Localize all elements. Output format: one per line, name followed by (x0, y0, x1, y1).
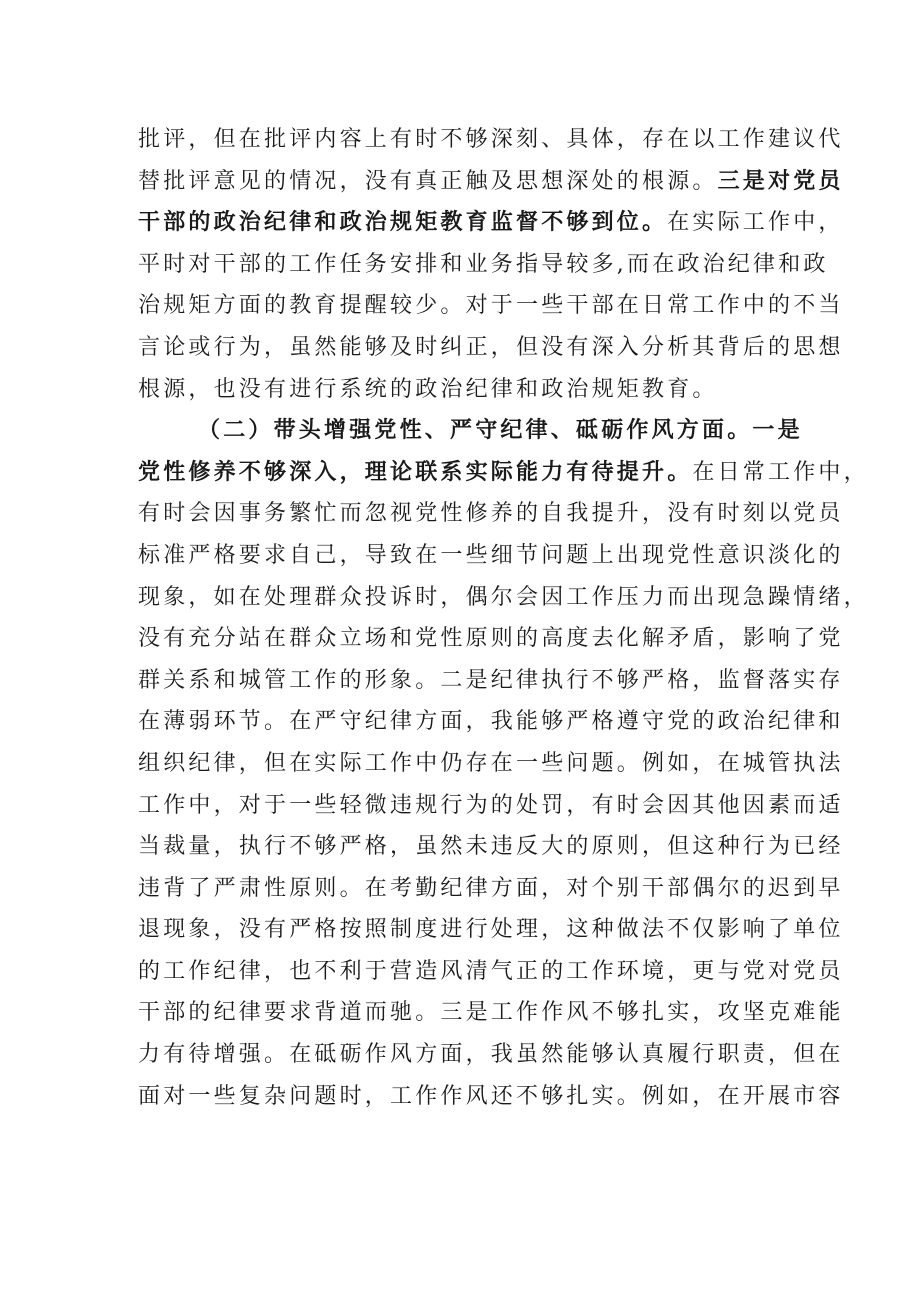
section-heading-line (138, 410, 803, 452)
emphasis-run: 党性修养不够深入，理论联系实际能力有待提升。 (138, 458, 693, 485)
text-run: 治规矩方面的教育提醒较少。对于一些干部在日常工作中的不当 (138, 293, 844, 319)
text-line (138, 577, 869, 619)
text-line (138, 618, 844, 660)
text-line (138, 327, 844, 369)
text-run: 退现象，没有严格按照制度进行处理，这种做法不仅影响了单位 (138, 917, 844, 943)
text-run: 没有充分站在群众立场和党性原则的高度去化解矛盾，影响了党 (138, 626, 844, 652)
text-line (138, 826, 844, 868)
text-line (138, 909, 844, 951)
text-line (138, 285, 844, 327)
text-line (138, 369, 798, 411)
text-line (138, 244, 829, 286)
text-run: 言论或行为，虽然能够及时纠正，但没有深入分析其背后的思想 (138, 334, 844, 360)
text-line (138, 535, 844, 577)
text-line (138, 868, 844, 910)
text-run: 力有待增强。在砥砺作风方面，我虽然能够认真履行职责，但在 (138, 1042, 844, 1068)
text-line (138, 202, 844, 244)
body-text (138, 119, 869, 1117)
text-run: 在实际工作中， (667, 210, 844, 236)
text-run: 干部的纪律要求背道而驰。三是工作作风不够扎实，攻坚克难能 (138, 1000, 844, 1026)
text-run: 根源，也没有进行系统的政治纪律和政治规矩教育。 (138, 376, 718, 402)
text-line (138, 785, 844, 827)
text-line (138, 743, 844, 785)
text-run: 群关系和城管工作的形象。二是纪律执行不够严格，监督落实存 (138, 667, 844, 693)
text-run: 标准严格要求自己，导致在一些细节问题上出现党性意识淡化的 (138, 542, 844, 568)
text-line (138, 1076, 844, 1118)
text-run: 的工作纪律，也不利于营造风清气正的工作环境，更与党对党员 (138, 958, 844, 984)
text-run: 组织纪律，但在实际工作中仍存在一些问题。例如，在城管执法 (138, 750, 844, 776)
text-run: 违背了严肃性原则。在考勤纪律方面，对个别干部偶尔的迟到早 (138, 875, 844, 901)
text-line (138, 161, 844, 203)
text-run: 有时会因事务繁忙而忽视党性修养的自我提升，没有时刻以党员 (138, 501, 844, 527)
text-run: 现象，如在处理群众投诉时，偶尔会因工作压力而出现急躁情绪， (138, 584, 869, 610)
text-run: 替批评意见的情况，没有真正触及思想深处的根源。 (138, 168, 718, 194)
emphasis-run: 干部的政治纪律和政治规矩教育监督不够到位。 (138, 209, 668, 236)
text-run: 在薄弱环节。在严守纪律方面，我能够严格遵守党的政治纪律和 (138, 709, 844, 735)
text-line (138, 493, 844, 535)
section-heading: （二）带头增强党性、严守纪律、砥砺作风方面。 (198, 417, 753, 444)
text-line (138, 951, 844, 993)
text-line (138, 452, 869, 494)
text-run: 平时对干部的工作任务安排和业务指导较多,而在政治纪律和政 (138, 251, 829, 277)
emphasis-run: 三是对党员 (717, 167, 844, 194)
text-run: 当裁量，执行不够严格，虽然未违反大的原则，但这种行为已经 (138, 834, 844, 860)
text-run: 工作中，对于一些轻微违规行为的处罚，有时会因其他因素而适 (138, 792, 844, 818)
text-line (138, 660, 844, 702)
text-run: 在日常工作中， (692, 459, 869, 485)
text-run: 批评，但在批评内容上有时不够深刻、具体，存在以工作建议代 (138, 127, 844, 152)
text-run: 面对一些复杂问题时，工作作风还不够扎实。例如，在开展市容 (138, 1083, 844, 1109)
text-line (138, 701, 844, 743)
emphasis-run: 一是 (752, 417, 803, 444)
text-line (138, 992, 844, 1034)
text-line (138, 119, 844, 161)
text-line (138, 1034, 844, 1076)
